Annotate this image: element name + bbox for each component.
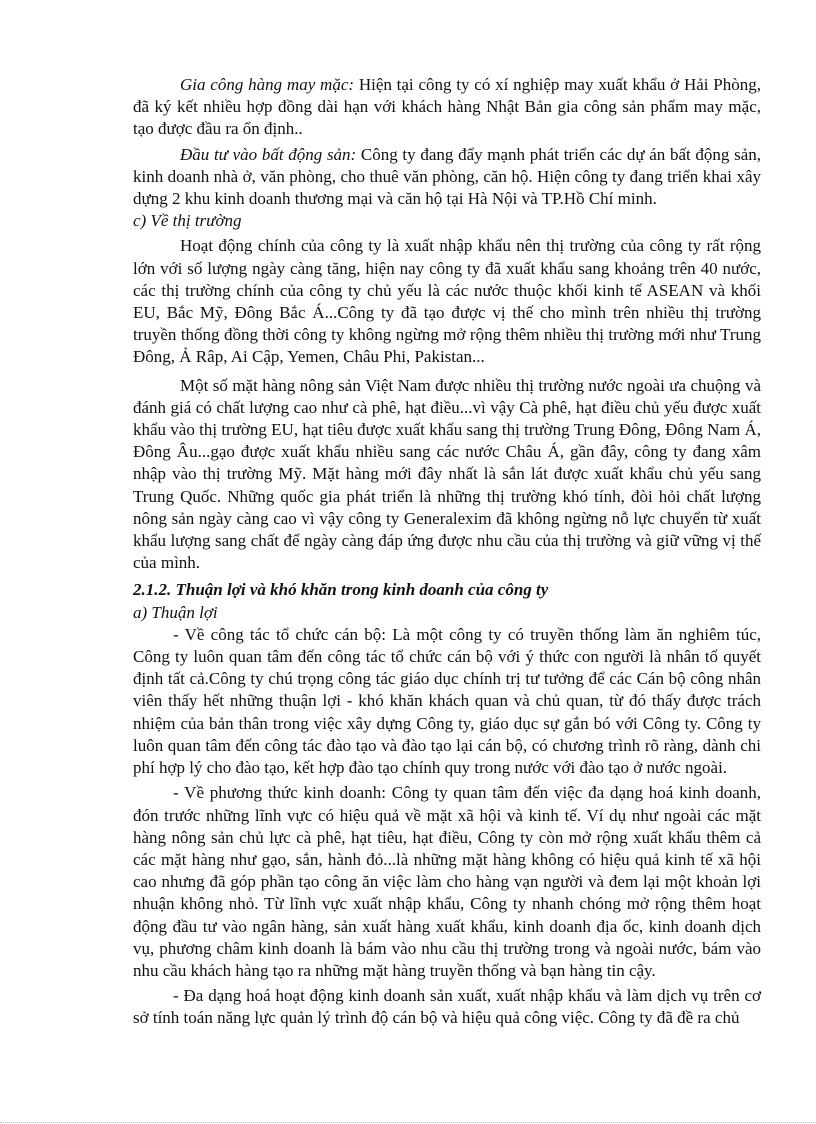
paragraph-business-method: - Về phương thức kinh doanh: Công ty quan tâm đến việc đa dạng hoá kinh doanh, đón trước những lĩnh vực có hiệu quả về mặt xã hội và kinh tế. Ví dụ như ngoài các mặt hàng nông sản chủ lực cà phê, hạt tiêu, hạt điều, Công ty còn mở rộng xuất khẩu thêm cả các mặt hàng như gạo, sắn, hành đỏ...là những mặt hàng không có hiệu quả kinh tế xã hội cao nhưng đã góp phần tạo công ăn việc làm cho hàng vạn người và đem lại một khoản lợi nhuận không nhỏ. Từ lĩnh vực xuất nhập khẩu, Công ty nhanh chóng mở rộng thêm hoạt động đầu tư vào ngân hàng, sản xuất hàng xuất khẩu, kinh doanh địa ốc, kinh doanh dịch vụ, phương châm kinh doanh là bám vào nhu cầu thị trường trong và ngoài nước, bám vào nhu cầu khách hàng tạo ra những mặt hàng truyền thống và bạn hàng tin cậy. <box>133 783 761 980</box>
paragraph-personnel: - Về công tác tổ chức cán bộ: Là một công ty có truyền thống làm ăn nghiêm túc, Công ty luôn quan tâm đến công tác tổ chức cán bộ với ý thức con người là nhân tố quyết định tất cả.Công ty chú trọng công tác giáo dục chính trị tư tưởng để các Cán bộ công nhân viên thấy hết những thuận lợi - khó khăn khách quan và chủ quan, từ đó thấy được trách nhiệm của bản thân trong việc xây dựng Công ty, giáo dục sự gắn bó với Công ty. Công ty luôn quan tâm đến công tác đào tạo và đào tạo lại cán bộ, có chương trình rõ ràng, dành chi phí hợp lý cho đào tạo, kết hợp đào tạo chính quy trong nước với đào tạo ở nước ngoài. <box>133 624 761 778</box>
paragraph-text: Hiện tại công ty có xí nghiệp may xuất khẩu ở Hải Phòng, đã ký kết nhiều hợp đồng dài hạn với khách hàng Nhật Bản gia công sản phẩm may mặc, tạo được đầu ra ổn định.. <box>133 75 761 139</box>
subheading-market: c) Về thị trường <box>133 211 242 231</box>
paragraph-lead: Đầu tư vào bất động sản: <box>180 144 357 164</box>
paragraph-lead: Gia công hàng may mặc: <box>180 75 355 94</box>
paragraph-real-estate <box>133 144 761 211</box>
paragraph-garment-processing <box>133 74 761 141</box>
subheading-advantages: a) Thuận lợi <box>133 602 218 622</box>
paragraph-agricultural-products: Một số mặt hàng nông sản Việt Nam được nhiều thị trường nước ngoài ưa chuộng và đánh giá có chất lượng cao như cà phê, hạt điều...vì vậy Cà phê, hạt điều chủ yếu được xuất khẩu vào thị trường EU, hạt tiêu được xuất khẩu sang thị trường Trung Đông, Đông Nam Á, Đông Âu...gạo được xuất khẩu nhiều sang các nước Châu Á, gần đây, công ty đang xâm nhập vào thị trường Mỹ. Mặt hàng mới đây nhất là sắn lát được xuất khẩu chủ yếu sang Trung Quốc. Những quốc gia phát triển là những thị trường khó tính, đòi hỏi chất lượng nông sản ngày càng cao vì vậy công ty Generalexim đã không ngừng nỗ lực chuyển từ xuất khẩu lượng sang chất để ngày càng đáp ứng được nhu cầu của thị trường và giữ vững vị thế của mình. <box>133 375 761 573</box>
document-page <box>133 74 761 1030</box>
section-heading: 2.1.2. Thuận lợi và khó khăn trong kinh doanh của công ty <box>133 580 549 600</box>
paragraph-text: Công ty đang đẩy mạnh phát triển các dự án bất động sản, kinh doanh nhà ở, văn phòng, cho thuê văn phòng, căn hộ. Hiện công ty đang triển khai xây dựng 2 khu kinh doanh thương mại và căn hộ tại Hà Nội và TP.Hồ Chí minh. <box>133 144 761 209</box>
paragraph-diversification: - Đa dạng hoá hoạt động kinh doanh sản xuất, xuất nhập khẩu và làm dịch vụ trên cơ sở tính toán năng lực quản lý trình độ cán bộ và hiệu quả công việc. Công ty đã đề ra chủ <box>133 986 761 1028</box>
paragraph-market-overview: Hoạt động chính của công ty là xuất nhập khẩu nên thị trường của công ty rất rộng lớn với số lượng ngày càng tăng, hiện nay công ty đã xuất khẩu sang khoảng trên 40 nước, các thị trường chính của công ty chủ yếu là các nước thuộc khối kinh tế ASEAN và khối EU, Bắc Mỹ, Đông Bắc Á...Công ty đã tạo được vị thế cho mình trên nhiều thị trường truyền thống đồng thời công ty không ngừng mở rộng thêm nhiều thị trường mới như Trung Đông, Ả Râp, Ai Cập, Yemen, Châu Phi, Pakistan... <box>133 236 761 367</box>
